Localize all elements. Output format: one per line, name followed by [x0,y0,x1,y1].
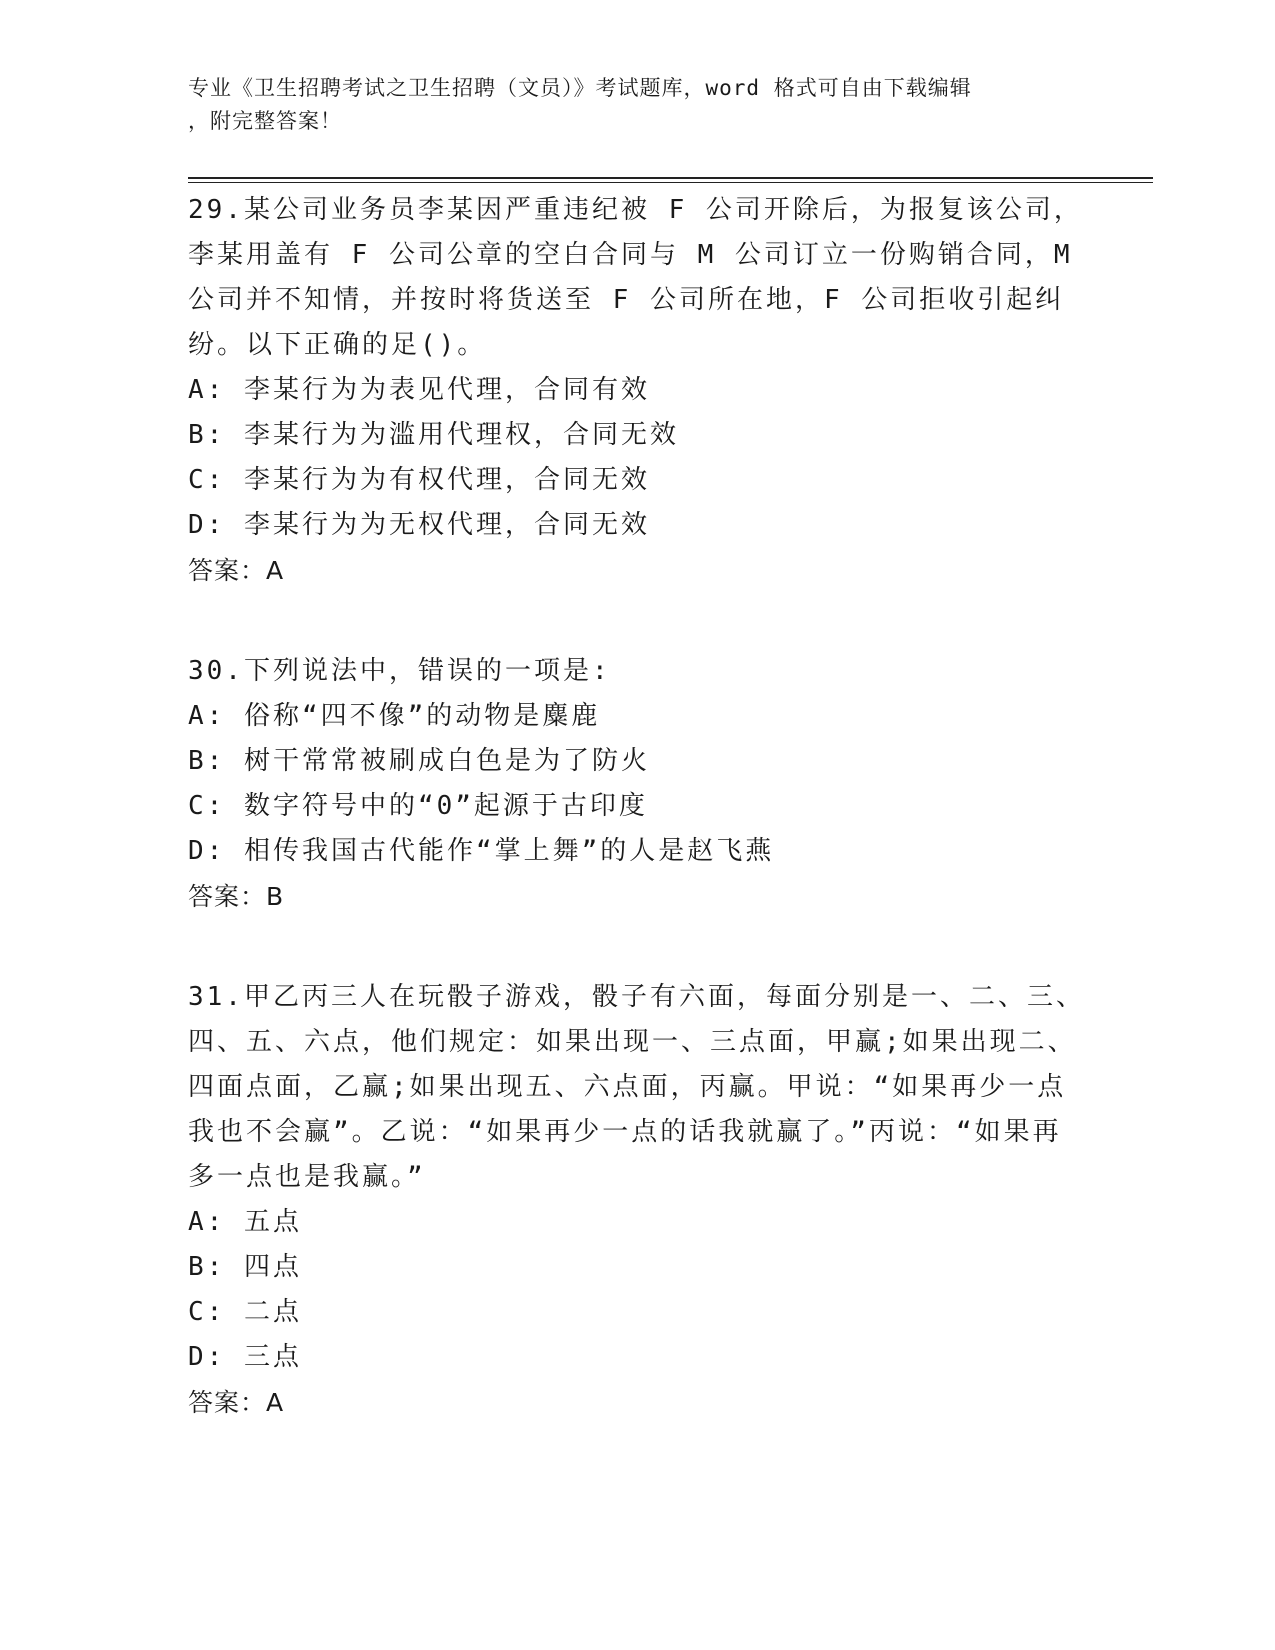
question-31 [188,975,1088,1425]
option-a: A: 五点 [188,1207,302,1237]
header-divider-thin [188,182,1153,183]
question-stem: 29.某公司业务员李某因严重违纪被 F 公司开除后，为报复该公司，李某用盖有 F 公司公章的空白合同与 M 公司订立一份购销合同，M 公司并不知情，并按时将货送至 F 公司所在地，F 公司拒收引起纠纷。以下正确的足()。 [188,195,1092,360]
question-30 [188,649,1088,919]
option-d: D: 李某行为为无权代理，合同无效 [188,510,650,540]
answer-label: 答案：A [188,556,285,585]
option-c: C: 二点 [188,1297,302,1327]
answer-label: 答案：B [188,882,285,911]
option-b: B: 四点 [188,1252,302,1282]
question-stem: 31.甲乙丙三人在玩骰子游戏，骰子有六面，每面分别是一、二、三、四、五、六点，他们规定：如果出现一、三点面，甲赢;如果出现二、四面点面，乙赢;如果出现五、六点面，丙赢。甲说：“如果再少一点我也不会赢”。乙说：“如果再少一点的话我就赢了。”丙说：“如果再多一点也是我赢。” [188,982,1085,1192]
option-a: A: 李某行为为表见代理，合同有效 [188,375,650,405]
header-divider-thick [188,177,1153,179]
question-stem: 30.下列说法中，错误的一项是: [188,656,611,686]
option-c: C: 李某行为为有权代理，合同无效 [188,465,650,495]
option-d: D: 三点 [188,1342,302,1372]
option-b: B: 李某行为为滥用代理权，合同无效 [188,420,679,450]
option-c: C: 数字符号中的“0”起源于古印度 [188,791,648,821]
document-header: 专业《卫生招聘考试之卫生招聘（文员）》考试题库，word 格式可自由下载编辑 ，附完整答案！ [188,76,972,133]
option-b: B: 树干常常被刷成白色是为了防火 [188,746,650,776]
question-list [188,188,1092,1481]
option-d: D: 相传我国古代能作“掌上舞”的人是赵飞燕 [188,836,775,866]
answer-label: 答案：A [188,1388,285,1417]
option-a: A: 俗称“四不像”的动物是麋鹿 [188,701,601,731]
question-29 [188,188,1092,593]
